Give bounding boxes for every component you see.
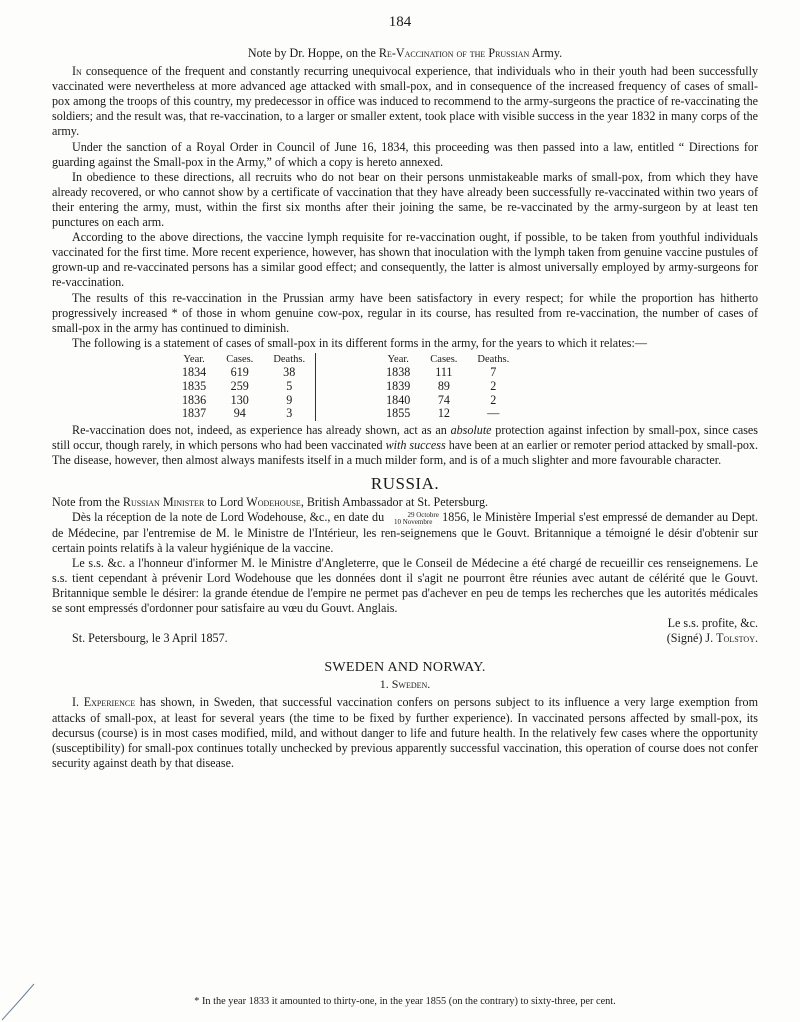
table-cell: 7 xyxy=(490,365,497,380)
table-cell: 9 xyxy=(286,392,293,407)
date-fraction: 29 Octobre 10 Novembre xyxy=(394,510,439,526)
table-row xyxy=(172,380,519,394)
prussia-paragraph-1: In consequence of the frequent and constantly recurring unequivocal experience, that individuals who in their youth had been successfully vaccinated were nevertheless at more advanced age attacked with small-pox, and in consequence of the increased frequency of cases of small-pox among the troops of this country, my predecessor in office was induced to recommend to the army-surgeons the practice of re-vaccinating the soldiers; and the result was, that re-vaccination, to a larger or smaller extent, took place with visible success in the year 1832 in many corps of the army. xyxy=(52,64,758,139)
table-cell: 130 xyxy=(230,392,249,407)
page-content xyxy=(52,46,758,771)
table-cell: 2 xyxy=(490,379,497,394)
sweden-subheading: 1. Sweden. xyxy=(379,677,431,692)
table-header-row xyxy=(172,353,519,367)
column-header: Cases. xyxy=(226,353,254,365)
prussia-paragraph-3: In obedience to these directions, all recruits who do not bear on their persons unmistakeable marks of small-pox, from which they have already recovered, or who cannot show by a certificate of vaccination that they have already been successfully re-vaccinated within two years of their entering the army, must, within the first six months after their joining the same, be re-vaccinated by the army-surgeon by at least ten punctures on each arm. xyxy=(52,169,758,230)
scan-corner-mark xyxy=(0,972,40,1022)
prussia-paragraph-2: Under the sanction of a Royal Order in Council of June 16, 1834, this proceeding was then passed into a law, entitled “ Directions for guarding against the Small-pox in the Army,” of which a copy is hereto annexed. xyxy=(52,139,758,169)
table-divider xyxy=(316,407,377,421)
prussia-paragraph-6: The following is a statement of cases of small-pox in its different forms in the army, for the years to which it relates:— xyxy=(72,335,647,350)
table-cell: 94 xyxy=(233,406,246,421)
table-cell: 1838 xyxy=(386,365,411,380)
prussia-paragraph-4: According to the above directions, the vaccine lymph requisite for re-vaccination ought, if possible, to be taken from youthful individuals vaccinated for the first time. More recent experience, however, has shown that inoculation with the lymph taken from genuine vaccine pustules of grown-up and re-vaccinated persons has a similar good effect; and consequently, the latter is almost universally employed by army-surgeons for re-vaccination. xyxy=(52,230,758,290)
table-divider xyxy=(316,380,377,394)
russia-paragraph-1: Dès la réception de la note de Lord Wodehouse, &c., en date du 29 Octobre 10 Novembre 1856, le Ministère Imperial s'est empressé de demander au Dept. de Médecine, par l'entremise de M. le Ministre de l'Intérieur, les ren-seignemens que le Gouvt. Britannique a témoigné le désir d'obtenir sur certain points relatifs à la valeur hygiénique de la vaccine. xyxy=(52,510,759,555)
table-cell: 259 xyxy=(230,379,249,394)
table-row xyxy=(172,366,519,380)
table-cell: 74 xyxy=(437,392,450,407)
prussia-note-title: Note by Dr. Hoppe, on the Re-Vaccination of the Prussian Army. xyxy=(247,46,563,60)
russia-paragraph-2: Le s.s. &c. a l'honneur d'informer M. le Ministre d'Angleterre, que le Conseil de Médecine a été chargé de recueillir ces renseignemens. Le s.s. tient cependant à prévenir Lord Wodehouse que les données dont il s'agit ne pourront être réunies avec autant de célérité que le Gouvt. Britannique semble le désirer: la grande étendue de l'empire ne permet pas d'achever en peu de temps les recherches que les autorités médicales se sont empressés d'ordonner pour satisfaire au vœu du Gouvt. Anglais. xyxy=(52,555,758,615)
table-cell: — xyxy=(487,406,500,421)
table-cell: 619 xyxy=(230,365,249,380)
table-cell: 5 xyxy=(286,379,293,394)
table-divider xyxy=(316,366,377,380)
russia-signature-line xyxy=(52,631,758,646)
russia-closing: Le s.s. profite, &c. xyxy=(667,616,758,631)
table-cell: 1840 xyxy=(386,392,411,407)
column-header: Year. xyxy=(183,353,205,365)
table-cell: 1834 xyxy=(182,365,207,380)
table-cell: 12 xyxy=(437,406,450,421)
table-cell: 2 xyxy=(490,392,497,407)
table-cell: 1836 xyxy=(182,392,207,407)
russia-heading: RUSSIA. xyxy=(370,474,440,494)
table-cell: 3 xyxy=(286,406,293,421)
table-cell: 89 xyxy=(437,379,450,394)
prussia-paragraph-5: The results of this re-vaccination in the Prussian army have been satisfactory in every respect; for while the proportion has hitherto progressively increased * of those in whom genuine cow-pox, regular in its course, has resulted from re-vaccination, the number of cases of small-pox in the army has continued to diminish. xyxy=(52,290,758,335)
russia-place-date: St. Petersbourg, le 3 April 1857. xyxy=(72,631,228,646)
table-cell: 38 xyxy=(283,365,296,380)
smallpox-statistics-table xyxy=(172,353,519,421)
table-divider xyxy=(316,394,377,408)
sweden-norway-heading: SWEDEN AND NORWAY. xyxy=(324,660,486,676)
table-cell: 111 xyxy=(435,365,453,380)
table-cell: 1837 xyxy=(182,406,207,421)
column-header: Deaths. xyxy=(273,353,306,365)
table-cell: 1855 xyxy=(386,406,411,421)
table-divider xyxy=(316,353,377,367)
column-header: Deaths. xyxy=(477,353,510,365)
prussia-paragraph-7: Re-vaccination does not, indeed, as experience has already shown, act as an absolute protection against infection by small-pox, since cases still occur, though rarely, in which persons who had been vaccinated with success have been at an earlier or remoter period attacked by small-pox. The disease, however, then almost always manifests itself in a much milder form, and is of a much slighter and more favourable character. xyxy=(52,422,758,468)
table-cell: 1835 xyxy=(182,379,207,394)
sweden-paragraph-1: I. Experience has shown, in Sweden, that successful vaccination confers on persons subject to its influence a very large exemption from attacks of small-pox, at least for several years (the time to be fixed by further experience). In vaccinated persons affected by small-pox, its decursus (course) is in most cases modified, mild, and without danger to life and future health. In the relatively few cases where the opportunity (susceptibility) for small-pox continues totally unchecked by previous apparently successful vaccination, this operation of course does not confer security against death by that disease. xyxy=(52,695,759,770)
column-header: Year. xyxy=(387,353,409,365)
russia-note-title: Note from the Russian Minister to Lord Wodehouse, British Ambassador at St. Petersburg. xyxy=(52,495,489,510)
footnote: * In the year 1833 it amounted to thirty-one, in the year 1855 (on the contrary) to sixty-three, per cent. xyxy=(194,996,616,1007)
table-row xyxy=(172,394,519,408)
page-number: 184 xyxy=(388,14,412,30)
table-row xyxy=(172,407,519,421)
russia-signature: (Signé) J. Tolstoy. xyxy=(666,631,758,646)
table-cell: 1839 xyxy=(386,379,411,394)
column-header: Cases. xyxy=(430,353,458,365)
